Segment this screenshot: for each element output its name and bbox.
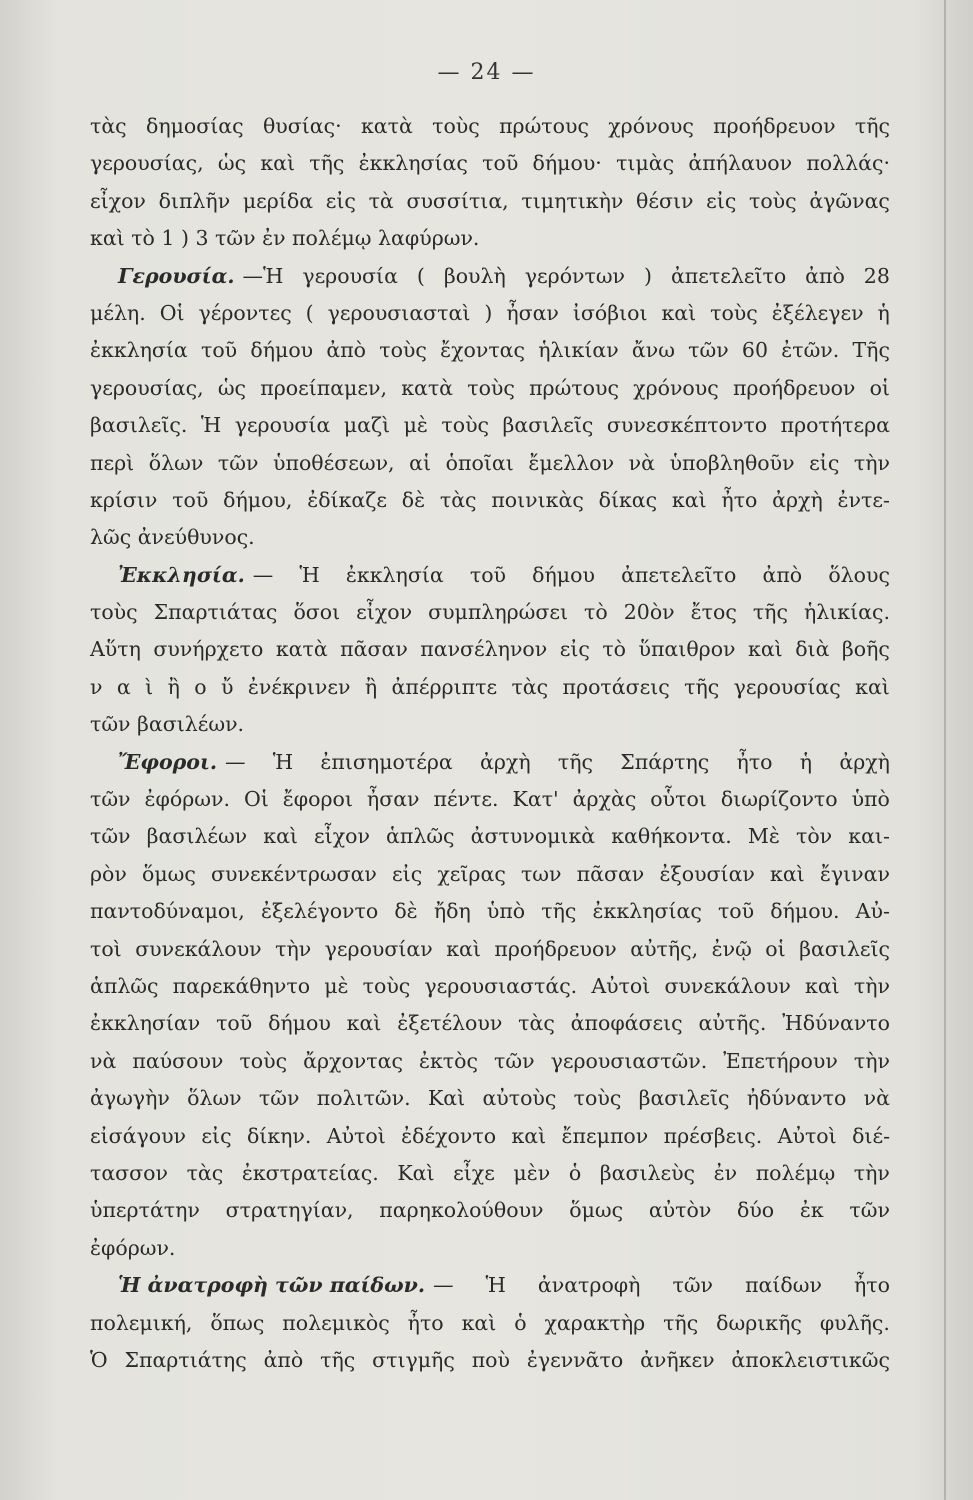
text-line (90, 1305, 890, 1342)
text-line (90, 1118, 890, 1155)
line-text: ρὸν ὅμως συνεκέντρωσαν εἰς χεῖρας των πᾶσαν ἐξουσίαν καὶ ἔγιναν (90, 861, 890, 886)
line-text: περὶ ὅλων τῶν ὑποθέσεων, αἱ ὁποῖαι ἔμελλον νὰ ὑποβληθοῦν εἰς τὴν (90, 450, 890, 475)
line-text: γερουσίας, ὡς προείπαμεν, κατὰ τοὺς πρώτους χρόνους προήδρευον οἱ (90, 375, 890, 400)
text-line (90, 145, 890, 182)
line-text: βασιλεῖς. Ἡ γερουσία μαζὶ μὲ τοὺς βασιλεῖς συνεσκέπτοντο προτήτερα (90, 413, 890, 438)
text-line (90, 183, 890, 220)
line-text: εἶχον διπλῆν μερίδα εἰς τὰ συσσίτια, τιμητικὴν θέσιν εἰς τοὺς ἀγῶνας (90, 188, 890, 213)
line-text: λῶς ἀνεύθυνος. (90, 525, 255, 550)
text-line (90, 1342, 890, 1379)
text-line (90, 1005, 890, 1042)
line-text: πολεμική, ὅπως πολεμικὸς ἦτο καὶ ὁ χαρακτὴρ τῆς δωρικῆς φυλῆς. (90, 1310, 890, 1335)
line-text: ἀγωγὴν ὅλων τῶν πολιτῶν. Καὶ αὐτοὺς τοὺς βασιλεῖς ἠδύναντο νὰ (90, 1086, 890, 1111)
line-text: τοὺς Σπαρτιάτας ὅσοι εἶχον συμπληρώσει τὸ 20ὸν ἔτος τῆς ἡλικίας. (90, 600, 890, 625)
text-line (90, 706, 890, 743)
line-text: —Ἡ γερουσία ( βουλὴ γερόντων ) ἀπετελεῖτο ἀπὸ 28 (242, 263, 890, 288)
line-text: ἐφόρων. (90, 1235, 176, 1260)
text-line (90, 1080, 890, 1117)
section-heading: Ἔφοροι. (118, 749, 217, 774)
text-line (90, 631, 890, 668)
text-line (90, 108, 890, 145)
line-text: μέλη. Οἱ γέροντες ( γερουσιασταὶ ) ἦσαν ἰσόβιοι καὶ τοὺς ἐξέλεγεν ἡ (90, 300, 890, 325)
text-line (90, 893, 890, 930)
text-line (90, 407, 890, 444)
text-line (90, 1043, 890, 1080)
line-text: τῶν ἐφόρων. Οἱ ἔφοροι ἦσαν πέντε. Κατ' ἀρχὰς οὗτοι διωρίζοντο ὑπὸ (90, 787, 890, 812)
text-line (90, 1192, 890, 1229)
text-line (90, 1230, 890, 1267)
line-text: ἐκκλησία τοῦ δήμου ἀπὸ τοὺς ἔχοντας ἡλικίαν ἄνω τῶν 60 ἐτῶν. Τῆς (90, 338, 890, 363)
line-text: Αὕτη συνήρχετο κατὰ πᾶσαν πανσέληνον εἰς τὸ ὕπαιθρον καὶ διὰ βοῆς (90, 637, 890, 662)
page-number: — 24 — (437, 60, 536, 85)
text-line (90, 482, 890, 519)
line-text: τοὶ συνεκάλουν τὴν γερουσίαν καὶ προήδρευον αὐτῆς, ἐνῷ οἱ βασιλεῖς (90, 936, 890, 961)
text-line (90, 445, 890, 482)
line-text: ἁπλῶς παρεκάθηντο μὲ τοὺς γερουσιαστάς. Αὐτοὶ συνεκάλουν καὶ τὴν (90, 973, 890, 998)
section-heading: Ἐκκλησία. (118, 562, 245, 587)
text-line (90, 519, 890, 556)
line-text: παντοδύναμοι, ἐξελέγοντο δὲ ἤδη ὑπὸ τῆς ἐκκλησίας τοῦ δήμου. Αὐ- (90, 899, 890, 924)
line-text: κρίσιν τοῦ δήμου, ἐδίκαζε δὲ τὰς ποινικὰς δίκας καὶ ἦτο ἀρχὴ ἐντε- (90, 487, 890, 512)
line-text: τῶν βασιλέων καὶ εἶχον ἁπλῶς ἀστυνομικὰ καθήκοντα. Μὲ τὸν και- (90, 824, 890, 849)
text-line (90, 1155, 890, 1192)
section-heading-line (90, 557, 890, 594)
line-text: ἐκκλησίαν τοῦ δήμου καὶ ἐξετέλουν τὰς ἀποφάσεις αὐτῆς. Ἠδύναντο (90, 1011, 890, 1036)
section-heading-line (90, 744, 890, 781)
section-heading-line (90, 1267, 890, 1304)
line-text: γερουσίας, ὡς καὶ τῆς ἐκκλησίας τοῦ δήμου· τιμὰς ἀπήλαυον πολλάς· (90, 151, 890, 176)
text-line (90, 594, 890, 631)
section-heading: Ἡ ἀνατροφὴ τῶν παίδων. (118, 1273, 425, 1298)
line-text: — Ἡ ἀνατροφὴ τῶν παίδων ἦτο (432, 1273, 890, 1298)
line-text: εἰσάγουν εἰς δίκην. Αὐτοὶ ἐδέχοντο καὶ ἔπεμπον πρέσβεις. Αὐτοὶ διέ- (90, 1123, 890, 1148)
text-line (90, 968, 890, 1005)
text-line (90, 295, 890, 332)
section-heading: Γερουσία. (118, 263, 235, 288)
text-line (90, 370, 890, 407)
text-line (90, 332, 890, 369)
text-line (90, 818, 890, 855)
page-binding-edge (944, 0, 946, 1500)
line-text: τασσον τὰς ἐκστρατείας. Καὶ εἶχε μὲν ὁ βασιλεὺς ἐν πολέμῳ τὴν (90, 1160, 890, 1185)
text-line (90, 781, 890, 818)
text-line (90, 856, 890, 893)
text-line (90, 669, 890, 706)
line-text: — Ἡ ἐπισημοτέρα ἀρχὴ τῆς Σπάρτης ἦτο ἡ ἀρχὴ (225, 749, 890, 774)
text-line (90, 220, 890, 257)
text-line (90, 931, 890, 968)
line-text: νὰ παύσουν τοὺς ἄρχοντας ἐκτὸς τῶν γερουσιαστῶν. Ἐπετήρουν τὴν (90, 1048, 890, 1073)
line-text: τὰς δημοσίας θυσίας· κατὰ τοὺς πρώτους χρόνους προήδρευον τῆς (90, 114, 890, 138)
line-text: ὑπερτάτην στρατηγίαν, παρηκολούθουν ὅμως αὐτὸν δύο ἐκ τῶν (90, 1198, 890, 1223)
line-text: καὶ τὸ 1 ) 3 τῶν ἐν πολέμῳ λαφύρων. (90, 226, 480, 251)
line-text: ν α ὶ ἢ ο ὔ ἐνέκρινεν ἢ ἀπέρριπτε τὰς προτάσεις τῆς γερουσίας καὶ (90, 674, 890, 699)
line-text: τῶν βασιλέων. (90, 712, 245, 737)
section-heading-line (90, 258, 890, 295)
body-text (90, 108, 890, 1379)
line-text: Ὁ Σπαρτιάτης ἀπὸ τῆς στιγμῆς ποὺ ἐγεννᾶτο ἀνῆκεν ἀποκλειστικῶς (90, 1347, 890, 1372)
line-text: — Ἡ ἐκκλησία τοῦ δήμου ἀπετελεῖτο ἀπὸ ὅλους (252, 562, 890, 587)
